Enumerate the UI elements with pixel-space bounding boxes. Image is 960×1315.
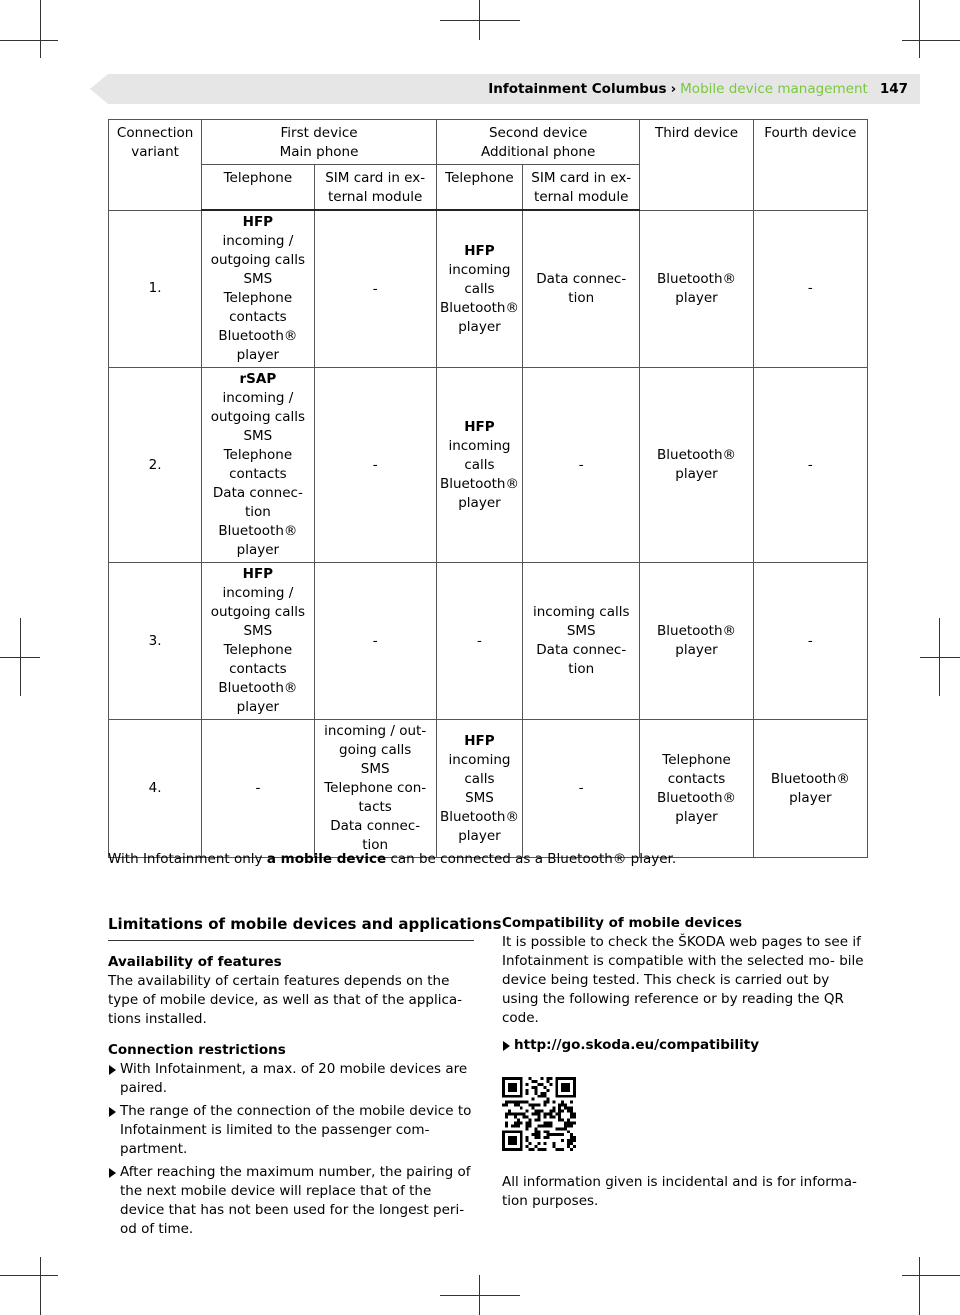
header-subsection: Mobile device management <box>680 81 868 97</box>
header-third-device: Third device <box>640 120 753 211</box>
subheader-second-sim: SIM card in ex- ternal module <box>523 165 640 211</box>
cell-variant: 1. <box>109 210 202 368</box>
arrow-bullet-icon <box>503 1041 510 1051</box>
cell-fourth-device: Bluetooth® player <box>753 720 867 858</box>
cell-third-device: Bluetooth® player <box>640 210 753 368</box>
cell-second-telephone: HFP incoming calls SMS Bluetooth® player <box>436 720 522 858</box>
restrictions-list <box>108 1060 474 1239</box>
cell-fourth-device: - <box>753 368 867 563</box>
cell-third-device: Bluetooth® player <box>640 368 753 563</box>
table-body <box>109 210 868 858</box>
cell-first-sim: - <box>314 368 436 563</box>
cell-second-sim: incoming calls SMS Data connec- tion <box>523 563 640 720</box>
table-row <box>109 563 868 720</box>
cell-first-sim: - <box>314 210 436 368</box>
cell-variant: 4. <box>109 720 202 858</box>
table-row <box>109 210 868 368</box>
restrictions-heading: Connection restrictions <box>108 1042 286 1058</box>
cell-second-sim: - <box>523 720 640 858</box>
arrow-bullet-icon <box>109 1107 116 1117</box>
cell-first-sim: incoming / out- going calls SMS Telephone con- tacts Data connec- tion <box>314 720 436 858</box>
compatibility-link[interactable]: http://go.skoda.eu/compatibility <box>502 1036 868 1055</box>
subheader-second-telephone: Telephone <box>436 165 522 211</box>
header-wedge <box>90 74 108 104</box>
subheader-first-telephone: Telephone <box>202 165 314 211</box>
cell-first-telephone: HFP incoming / outgoing calls SMS Telephone contacts Bluetooth® player <box>202 210 314 368</box>
table-row <box>109 720 868 858</box>
header-second-device: Second device Additional phone <box>436 120 640 165</box>
compatibility-heading: Compatibility of mobile devices <box>502 915 743 931</box>
cell-variant: 3. <box>109 563 202 720</box>
cell-first-telephone: HFP incoming / outgoing calls SMS Telephone contacts Bluetooth® player <box>202 563 314 720</box>
compatibility-text: It is possible to check the ŠKODA web pages to see if Infotainment is compatible with the selected mo- bile device being tested. This check is carried out by using the following reference or by reading the QR code. <box>502 934 864 1026</box>
running-header <box>488 81 908 97</box>
connection-variants-table <box>108 119 868 858</box>
cell-variant: 2. <box>109 368 202 563</box>
limitations-section <box>108 915 502 1243</box>
cell-second-telephone: HFP incoming calls Bluetooth® player <box>436 368 522 563</box>
arrow-bullet-icon <box>109 1168 116 1178</box>
list-item: With Infotainment, a max. of 20 mobile devices are paired. <box>108 1060 474 1098</box>
header-connection-variant: Connection variant <box>109 120 202 211</box>
disclaimer-text: All information given is incidental and is for informa- tion purposes. <box>502 1174 857 1209</box>
cell-second-telephone: HFP incoming calls Bluetooth® player <box>436 210 522 368</box>
cell-third-device: Bluetooth® player <box>640 563 753 720</box>
header-separator: › <box>670 81 677 97</box>
table-header-row <box>109 120 868 165</box>
page-number: 147 <box>879 81 908 97</box>
arrow-bullet-icon <box>109 1065 116 1075</box>
cell-fourth-device: - <box>753 563 867 720</box>
availability-heading: Availability of features <box>108 954 282 970</box>
table-row <box>109 368 868 563</box>
header-section: Infotainment Columbus <box>488 81 667 97</box>
cell-second-sim: - <box>523 368 640 563</box>
cell-fourth-device: - <box>753 210 867 368</box>
header-fourth-device: Fourth device <box>753 120 867 211</box>
availability-text: The availability of certain features depends on the type of mobile device, as well as that of the applica- tions installed. <box>108 973 463 1027</box>
subheader-first-sim: SIM card in ex- ternal module <box>314 165 436 211</box>
cell-first-telephone: - <box>202 720 314 858</box>
header-first-device: First device Main phone <box>202 120 437 165</box>
list-item: The range of the connection of the mobile device to Infotainment is limited to the passenger com- partment. <box>108 1102 474 1159</box>
section-title: Limitations of mobile devices and applications <box>108 915 474 941</box>
cell-second-sim: Data connec- tion <box>523 210 640 368</box>
cell-third-device: Telephone contacts Bluetooth® player <box>640 720 753 858</box>
cell-first-telephone: rSAP incoming / outgoing calls SMS Telephone contacts Data connec- tion Bluetooth® player <box>202 368 314 563</box>
table-footnote: With Infotainment only a mobile device can be connected as a Bluetooth® player. <box>108 851 677 867</box>
list-item: After reaching the maximum number, the pairing of the next mobile device will replace that of the device that has not been used for the longest peri- od of time. <box>108 1163 474 1239</box>
cell-first-sim: - <box>314 563 436 720</box>
qr-code[interactable] <box>502 1077 576 1151</box>
cell-second-telephone: - <box>436 563 522 720</box>
compatibility-section <box>502 914 868 1211</box>
